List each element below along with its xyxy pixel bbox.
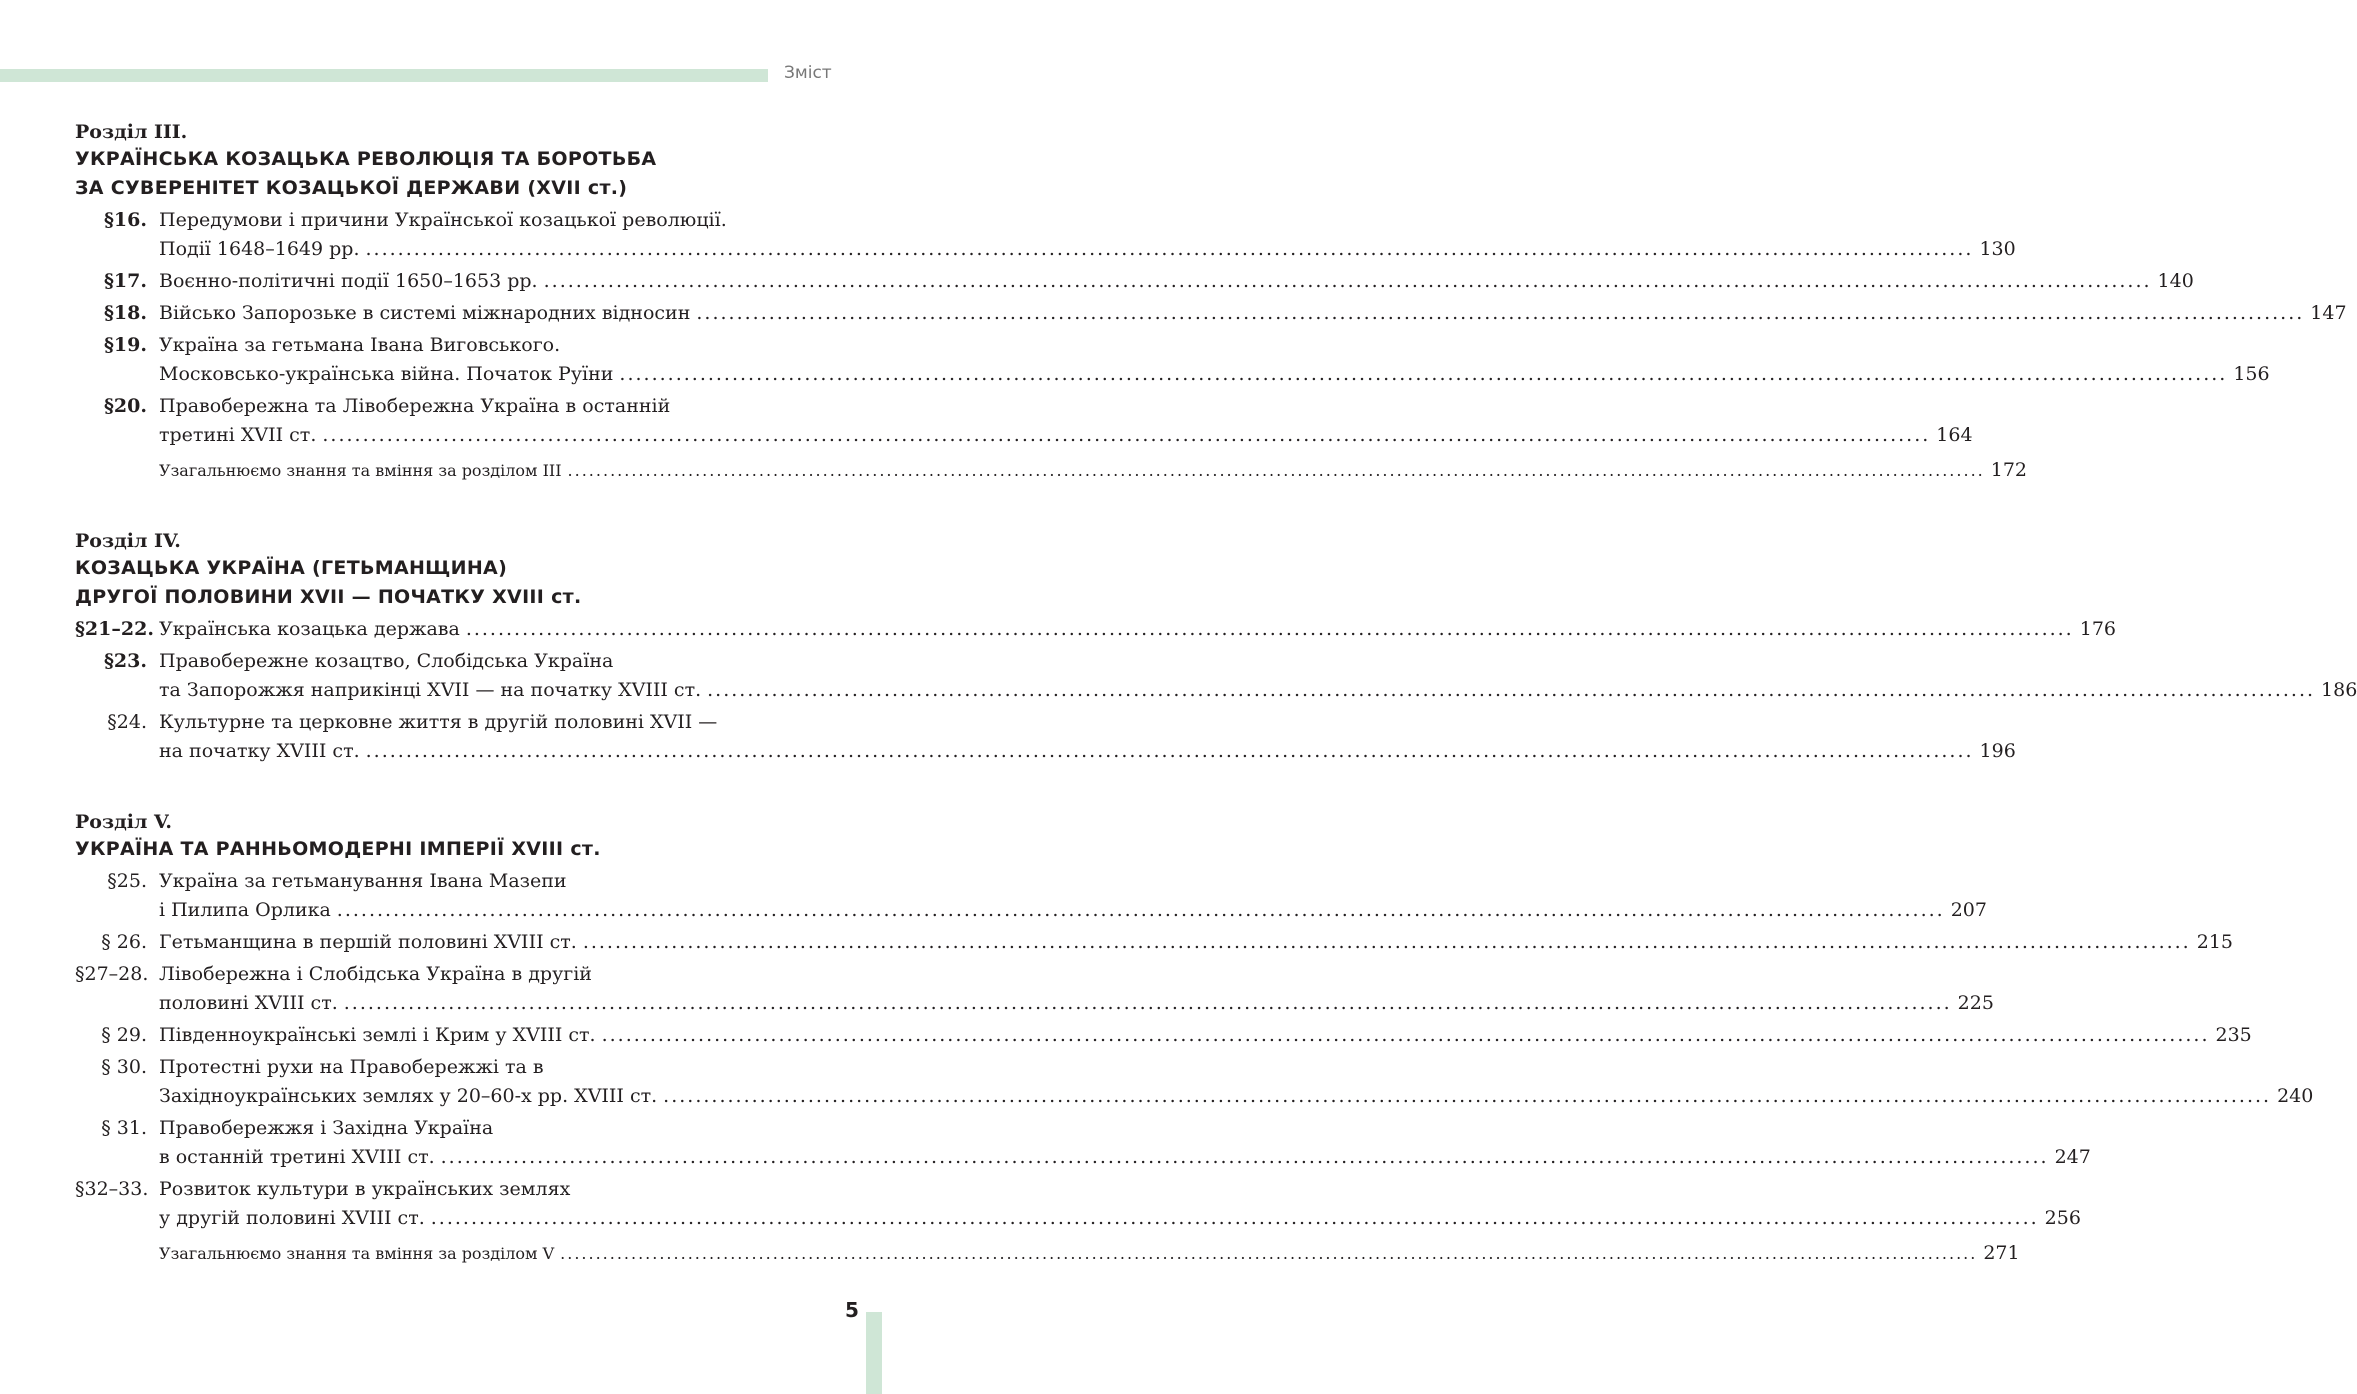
entry-line-text: Гетьманщина в першій половині XVIII ст. xyxy=(159,931,577,953)
entry-text xyxy=(159,1114,2091,1172)
entry-text xyxy=(159,708,2016,766)
page-ref: 271 xyxy=(1983,1242,2020,1264)
section-title-suffix: (XVII ст.) xyxy=(527,177,628,199)
dot-leader: ........................................................................................................................................................................................................ xyxy=(601,1024,2210,1046)
entry-line-text: Військо Запорозьке в системі міжнародних відносин xyxy=(159,302,691,324)
entry-text xyxy=(159,331,2270,389)
section-title-line xyxy=(75,145,845,174)
page-ref: 172 xyxy=(1990,459,2027,481)
entry-text xyxy=(159,1175,2081,1233)
entry-text xyxy=(159,615,2116,644)
entry-line: Протестні рухи на Правобережжі та в xyxy=(159,1056,544,1078)
toc-entry[interactable] xyxy=(75,928,2233,957)
entry-line-text: Воєнно-політичні події 1650–1653 рр. xyxy=(159,270,538,292)
toc-section xyxy=(75,120,2347,485)
paragraph-number-empty xyxy=(75,456,159,485)
entry-line xyxy=(159,1204,2081,1233)
toc-entry[interactable] xyxy=(75,960,1994,1018)
entry-line xyxy=(159,1143,2091,1172)
toc-entry[interactable] xyxy=(75,615,2116,644)
entry-line-text: третині XVII ст. xyxy=(159,424,317,446)
entry-text xyxy=(159,1021,2252,1050)
side-tab xyxy=(866,1312,882,1394)
entry-line xyxy=(159,737,2016,766)
toc-entry[interactable] xyxy=(75,392,1973,450)
entry-line: Культурне та церковне життя в другій половині XVII — xyxy=(159,711,718,733)
toc-entry[interactable] xyxy=(75,1021,2252,1050)
dot-leader: ........................................................................................................................................................................................................ xyxy=(707,679,2316,701)
dot-leader: ........................................................................................................................................................................................................ xyxy=(365,238,1974,260)
dot-leader: ........................................................................................................................................................................................................ xyxy=(343,992,1952,1014)
page-ref: 140 xyxy=(2157,270,2194,292)
section-title-suffix: ст. xyxy=(551,586,582,608)
section-label: Розділ IV. xyxy=(75,530,181,552)
page-ref: 176 xyxy=(2079,618,2116,640)
entry-line xyxy=(159,989,1994,1018)
section-title-text: ДРУГОЇ ПОЛОВИНИ XVII — ПОЧАТКУ XVIII xyxy=(75,586,545,608)
page-ref: 247 xyxy=(2054,1146,2091,1168)
dot-leader: ........................................................................................................................................................................................................ xyxy=(440,1146,2049,1168)
section-title-line xyxy=(75,174,845,203)
dot-leader: ........................................................................................................................................................................................................ xyxy=(365,740,1974,762)
entry-line: Правобережжя і Західна Україна xyxy=(159,1117,494,1139)
page-ref: 235 xyxy=(2215,1024,2252,1046)
entry-line-text: та Запорожжя наприкінці XVII — на початку XVIII ст. xyxy=(159,679,702,701)
paragraph-number: §17. xyxy=(104,270,147,292)
paragraph-number-empty xyxy=(75,1239,159,1268)
page-ref: 225 xyxy=(1957,992,1994,1014)
summary-text: Узагальнюємо знання та вміння за розділом III xyxy=(159,461,562,480)
page-ref: 156 xyxy=(2233,363,2270,385)
section-title-text: УКРАЇНА ТА РАННЬОМОДЕРНІ ІМПЕРІЇ XVIII xyxy=(75,838,564,860)
entry-line: Передумови і причини Української козацької революції. xyxy=(159,209,727,231)
toc-entry[interactable] xyxy=(75,206,2016,264)
entry-line xyxy=(159,1082,2314,1111)
section-title-text: УКРАЇНСЬКА КОЗАЦЬКА РЕВОЛЮЦІЯ ТА БОРОТЬБА xyxy=(75,148,657,170)
entry-line xyxy=(159,267,2194,296)
entry-line-text: у другій половині XVIII ст. xyxy=(159,1207,425,1229)
section-title-line xyxy=(75,583,845,612)
entry-line xyxy=(159,928,2233,957)
toc-section xyxy=(75,810,2314,1268)
section-label: Розділ V. xyxy=(75,811,173,833)
toc-section xyxy=(75,529,2357,766)
summary-entry[interactable] xyxy=(75,456,2027,485)
entry-line-text: на початку XVIII ст. xyxy=(159,740,360,762)
section-title-suffix: ст. xyxy=(570,838,601,860)
section-label: Розділ III. xyxy=(75,121,188,143)
page-ref: 164 xyxy=(1936,424,1973,446)
toc-entry[interactable] xyxy=(75,867,1987,925)
header-bar xyxy=(0,69,768,82)
paragraph-number: § 26. xyxy=(101,931,147,953)
paragraph-number: §16. xyxy=(104,209,147,231)
dot-leader: ........................................................................................................................................................................................................ xyxy=(582,931,2191,953)
paragraph-number: §19. xyxy=(104,334,147,356)
entry-line: Україна за гетьманування Івана Мазепи xyxy=(159,870,567,892)
entry-line: Розвиток культури в українських землях xyxy=(159,1178,571,1200)
entry-text xyxy=(159,1053,2314,1111)
dot-leader: ........................................................................................................................................................................................................ xyxy=(567,461,1985,480)
entry-line: Правобережне козацтво, Слобідська Україна xyxy=(159,650,614,672)
entry-line xyxy=(159,896,1987,925)
dot-leader: ........................................................................................................................................................................................................ xyxy=(619,363,2228,385)
paragraph-number: §18. xyxy=(104,302,147,324)
section-title-text: ЗА СУВЕРЕНІТЕТ КОЗАЦЬКОЇ ДЕРЖАВИ xyxy=(75,177,521,199)
summary-text: Узагальнюємо знання та вміння за розділом V xyxy=(159,1244,555,1263)
paragraph-number: § 31. xyxy=(101,1117,147,1139)
dot-leader: ........................................................................................................................................................................................................ xyxy=(465,618,2074,640)
entry-line-text: Московсько-українська війна. Початок Руїни xyxy=(159,363,614,385)
toc-entry[interactable] xyxy=(75,1053,2314,1111)
dot-leader: ........................................................................................................................................................................................................ xyxy=(696,302,2305,324)
page-ref: 207 xyxy=(1950,899,1987,921)
paragraph-number: § 29. xyxy=(101,1024,147,1046)
page-ref: 186 xyxy=(2321,679,2357,701)
page-ref: 240 xyxy=(2277,1085,2314,1107)
dot-leader: ........................................................................................................................................................................................................ xyxy=(663,1085,2272,1107)
entry-line xyxy=(159,360,2270,389)
entry-line: Лівобережна і Слобідська Україна в другій xyxy=(159,963,592,985)
paragraph-number: §21–22. xyxy=(75,618,154,640)
paragraph-number: §20. xyxy=(104,395,147,417)
page-ref: 130 xyxy=(1979,238,2016,260)
entry-line-text: Події 1648–1649 рр. xyxy=(159,238,360,260)
section-title-text: КОЗАЦЬКА УКРАЇНА (ГЕТЬМАНЩИНА) xyxy=(75,557,508,579)
entry-line xyxy=(159,615,2116,644)
entry-line-text: Південноукраїнські землі і Крим у XVIII ст. xyxy=(159,1024,596,1046)
header-title: Зміст xyxy=(784,63,832,83)
entry-line xyxy=(159,676,2357,705)
entry-line xyxy=(159,421,1973,450)
entry-text xyxy=(159,1239,2020,1268)
entry-line-text: і Пилипа Орлика xyxy=(159,899,331,921)
entry-text xyxy=(159,392,1973,450)
entry-line-text: половині XVIII ст. xyxy=(159,992,338,1014)
page-number: 5 xyxy=(845,1298,859,1322)
dot-leader: ........................................................................................................................................................................................................ xyxy=(322,424,1931,446)
dot-leader: ........................................................................................................................................................................................................ xyxy=(336,899,1945,921)
entry-text xyxy=(159,456,2027,485)
section-title-line xyxy=(75,554,845,583)
page-ref: 196 xyxy=(1979,740,2016,762)
toc-entry[interactable] xyxy=(75,647,2357,705)
toc-entry[interactable] xyxy=(75,267,2194,296)
table-of-contents xyxy=(75,120,2357,1312)
entry-line-text: Українська козацька держава xyxy=(159,618,460,640)
page-ref: 215 xyxy=(2196,931,2233,953)
toc-entry[interactable] xyxy=(75,299,2347,328)
entry-text xyxy=(159,867,1987,925)
toc-entry[interactable] xyxy=(75,1114,2091,1172)
summary-entry[interactable] xyxy=(75,1239,2020,1268)
entry-line xyxy=(159,1021,2252,1050)
dot-leader: ........................................................................................................................................................................................................ xyxy=(543,270,2152,292)
entry-line xyxy=(159,235,2016,264)
entry-line xyxy=(159,456,2027,485)
toc-entry[interactable] xyxy=(75,1175,2081,1233)
dot-leader: ........................................................................................................................................................................................................ xyxy=(560,1244,1978,1263)
page-ref: 147 xyxy=(2310,302,2347,324)
paragraph-number: § 30. xyxy=(101,1056,147,1078)
entry-line: Україна за гетьмана Івана Виговського. xyxy=(159,334,561,356)
entry-line xyxy=(159,299,2347,328)
entry-text xyxy=(159,960,1994,1018)
paragraph-number: §25. xyxy=(107,870,147,892)
entry-line: Правобережна та Лівобережна Україна в останній xyxy=(159,395,671,417)
paragraph-number: §27–28. xyxy=(75,963,149,985)
toc-entry[interactable] xyxy=(75,331,2270,389)
toc-entry[interactable] xyxy=(75,708,2016,766)
paragraph-number: §23. xyxy=(104,650,147,672)
paragraph-number: §24. xyxy=(107,711,147,733)
dot-leader: ........................................................................................................................................................................................................ xyxy=(430,1207,2039,1229)
entry-line xyxy=(159,1239,2020,1268)
entry-line-text: Західноукраїнських землях у 20–60-х рр. XVIII ст. xyxy=(159,1085,658,1107)
entry-text xyxy=(159,647,2357,705)
page-ref: 256 xyxy=(2044,1207,2081,1229)
entry-text xyxy=(159,267,2194,296)
section-title-line xyxy=(75,835,845,864)
entry-text xyxy=(159,928,2233,957)
paragraph-number: §32–33. xyxy=(75,1178,149,1200)
entry-line-text: в останній третині XVIII ст. xyxy=(159,1146,435,1168)
entry-text xyxy=(159,206,2016,264)
entry-text xyxy=(159,299,2347,328)
